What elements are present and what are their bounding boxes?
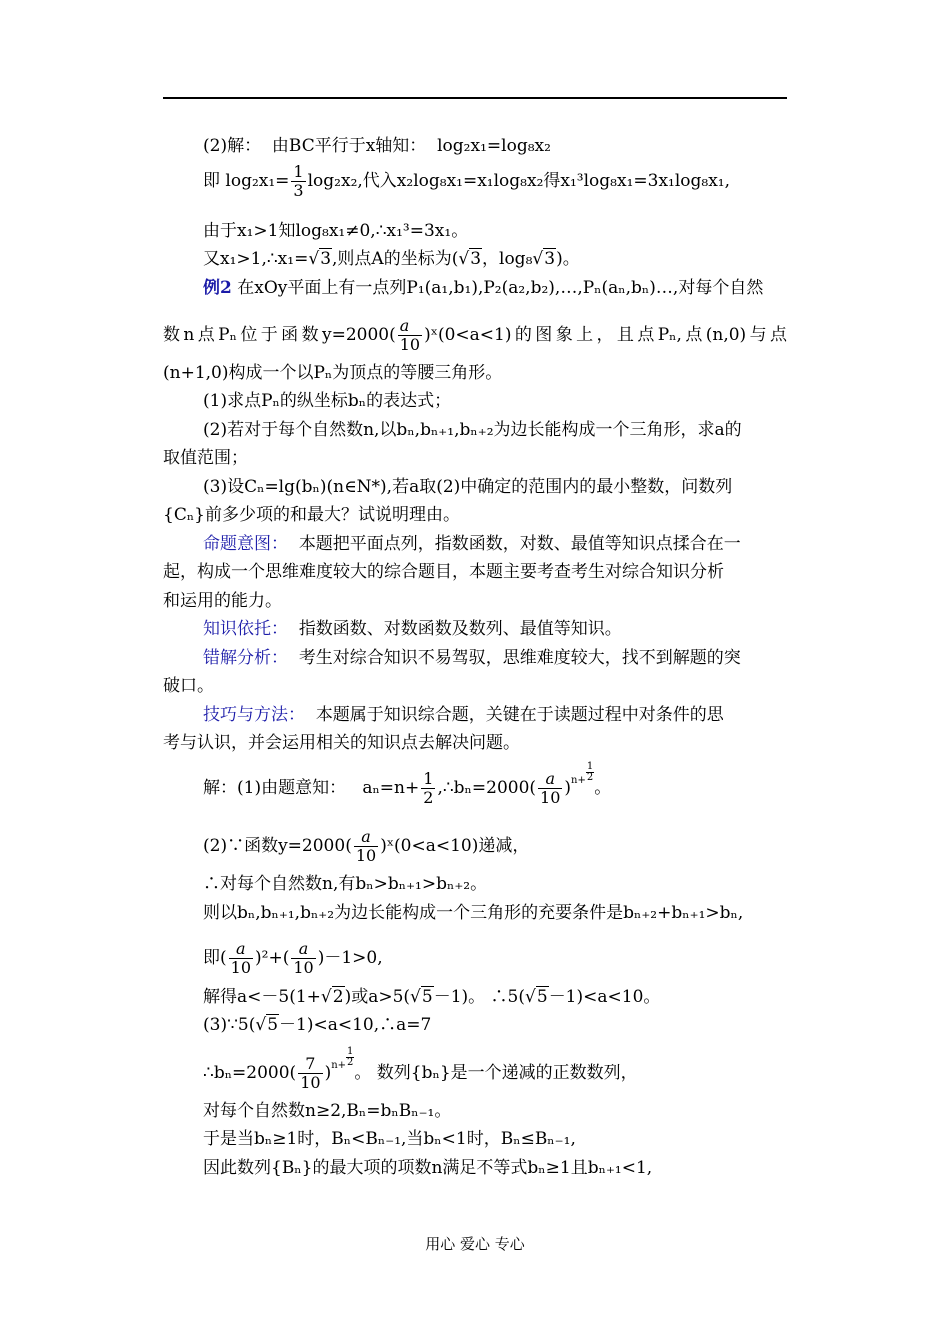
sol1-c: ,∴bₙ=2000( xyxy=(437,778,537,798)
log-c: x₂log₈x₁=x₁log₈x₂ xyxy=(396,171,544,191)
fraction-a-over-10 xyxy=(354,828,378,865)
denominator: 2 xyxy=(423,788,434,807)
fraction-a-over-10-b xyxy=(291,940,315,977)
solution-3-line-5: 因此数列{Bₙ}的最大项的项数n满足不等式bₙ≥1且bₙ₊₁<1, xyxy=(203,1158,653,1178)
basis-label: 知识依托： xyxy=(203,619,288,639)
sol2-e2: )²+( xyxy=(255,948,290,968)
example-text-1: 在xOy平面上有一点列P₁(a₁,b₁),P₂(a₂,b₂),…,Pₙ(aₙ,bₙ)…,对每个自然 xyxy=(237,278,764,298)
solution-3-line-4: 于是当bₙ≥1时，Bₙ<Bₙ₋₁,当bₙ<1时，Bₙ≤Bₙ₋₁, xyxy=(203,1129,576,1149)
numerator: a xyxy=(538,770,562,789)
solution-3-line-2 xyxy=(203,1046,638,1092)
root-symbol: √ xyxy=(532,249,544,269)
log-b: log₂x₂ xyxy=(307,171,358,191)
sol2-a: (2)∵函数y=2000( xyxy=(203,836,352,856)
line-l4: 由于x₁>1知log₈x₁≠0,∴x₁³=3x₁。 xyxy=(203,221,469,241)
solution-3-line-3: 对每个自然数n≥2,Bₙ=bₙBₙ₋₁。 xyxy=(203,1101,452,1121)
l5-text2: ,则点A的坐标为( xyxy=(332,249,459,269)
part2-heading: (2)解： xyxy=(203,136,262,156)
root-symbol: √ xyxy=(255,1015,267,1035)
basis-line xyxy=(203,618,622,640)
text-ji: 即 xyxy=(203,171,220,191)
sqrt-5-c xyxy=(255,1014,279,1036)
denominator: 2 xyxy=(586,772,594,783)
intent-label: 命题意图： xyxy=(203,534,288,554)
denominator: 10 xyxy=(399,335,421,354)
sol1-f: 。 xyxy=(594,778,612,798)
exponent-n-plus: n+ xyxy=(331,1060,347,1071)
error-text-1: 考生对综合知识不易驾驭，思维难度较大，找不到解题的突 xyxy=(298,648,741,668)
line-l5 xyxy=(203,248,580,270)
intent-line-3: 和运用的能力。 xyxy=(163,591,282,611)
fraction-a-over-10 xyxy=(538,770,562,807)
numerator: a xyxy=(291,940,315,959)
error-label: 错解分析： xyxy=(203,648,288,668)
sol2-f2: )或a>5( xyxy=(344,987,411,1007)
method-line-1 xyxy=(203,704,724,726)
solution-2-line-4 xyxy=(203,940,383,977)
sol1-b: aₙ=n+ xyxy=(362,778,420,798)
sqrt-3-c xyxy=(532,248,556,270)
denominator: 3 xyxy=(293,181,304,200)
fraction-a-over-10 xyxy=(229,940,253,977)
sol2-f3: －1)。 ∴5( xyxy=(433,987,526,1007)
method-label: 技巧与方法： xyxy=(203,705,305,725)
sqrt-5 xyxy=(410,986,434,1008)
log-a: log₂x₁= xyxy=(225,171,290,191)
solution-2-line-3: 则以bₙ,bₙ₊₁,bₙ₊₂为边长能构成一个三角形的充要条件是bₙ₊₂+bₙ₊₁>bₙ, xyxy=(203,903,744,923)
intent-line-1 xyxy=(203,533,741,555)
part2-intro: 由BC平行于x轴知： xyxy=(271,136,427,156)
page-footer: 用心 爱心 专心 xyxy=(425,1235,525,1253)
sol1-a: 解：(1)由题意知： xyxy=(203,778,347,798)
solution-1 xyxy=(203,761,612,807)
method-text-1: 本题属于知识综合题，关键在于读题过程中对条件的思 xyxy=(315,705,724,725)
solution-2-line-2: ∴对每个自然数n,有bₙ>bₙ₊₁>bₙ₊₂。 xyxy=(203,874,488,894)
line-part2-intro xyxy=(203,135,551,157)
question-2-line-1: (2)若对于每个自然数n,以bₙ,bₙ₊₁,bₙ₊₂为边长能构成一个三角形，求a的 xyxy=(203,420,742,440)
example-label: 例2 xyxy=(203,278,232,298)
sol3-a1: (3)∵5( xyxy=(203,1015,256,1035)
header-rule xyxy=(163,97,787,99)
numerator: a xyxy=(398,317,422,336)
line-example-2 xyxy=(163,317,787,354)
line-example-1 xyxy=(203,277,763,299)
line-example-3: (n+1,0)构成一个以Pₙ为顶点的等腰三角形。 xyxy=(163,363,503,383)
sqrt-5-b xyxy=(525,986,549,1008)
text-substitute: ,代入 xyxy=(357,171,397,191)
error-line-1 xyxy=(203,647,741,669)
root-symbol: √ xyxy=(320,987,332,1007)
question-3-line-1: (3)设Cₙ=lg(bₙ)(n∈N*),若a取(2)中确定的范围内的最小整数，问数列 xyxy=(203,477,733,497)
numerator: 7 xyxy=(298,1055,322,1074)
denominator: 10 xyxy=(300,1073,321,1092)
denominator: 10 xyxy=(293,958,314,977)
solution-3-line-1 xyxy=(203,1014,431,1036)
sol2-e1: 即( xyxy=(203,948,227,968)
l5-text4: )。 xyxy=(556,249,580,269)
example-text-2a: 数n点Pₙ位于函数y=2000( xyxy=(163,325,396,345)
fraction-7-over-10 xyxy=(298,1055,322,1092)
error-line-2: 破口。 xyxy=(163,676,214,696)
log-d: x₁³log₈x₁=3x₁log₈x₁, xyxy=(560,171,731,191)
denominator: 2 xyxy=(347,1057,354,1068)
sol2-f4: －1)<a<10。 xyxy=(548,987,661,1007)
sol3-a2: －1)<a<10,∴a=7 xyxy=(279,1015,432,1035)
intent-line-2: 起，构成一个思维难度较大的综合题目，本题主要考查考生对综合知识分析 xyxy=(163,562,724,582)
solution-2-line-1 xyxy=(203,828,529,865)
solution-2-line-5 xyxy=(203,986,660,1008)
log-equation: log₂x₁=log₈x₂ xyxy=(437,136,551,156)
exponent-half xyxy=(586,762,594,783)
sol3-b1: ∴bₙ=2000( xyxy=(203,1063,297,1083)
root-symbol: √ xyxy=(458,249,470,269)
numerator: 1 xyxy=(293,162,304,181)
sqrt-3 xyxy=(308,248,332,270)
root-symbol: √ xyxy=(525,987,536,1007)
radicand: 5 xyxy=(421,987,433,1007)
exponent-n-plus: n+ xyxy=(571,775,586,786)
l5-text1: 又x₁>1,∴x₁= xyxy=(203,249,309,269)
numerator: 1 xyxy=(586,761,594,772)
method-line-2: 考与认识，并会运用相关的知识点去解决问题。 xyxy=(163,733,520,753)
basis-text: 指数函数、对数函数及数列、最值等知识。 xyxy=(298,619,622,639)
radicand: 5 xyxy=(536,987,548,1007)
line-substitution xyxy=(203,163,730,200)
radicand: 3 xyxy=(544,249,556,269)
fraction-a-over-10 xyxy=(398,317,422,354)
sqrt-3-b xyxy=(458,248,482,270)
radicand: 3 xyxy=(320,249,332,269)
question-1: (1)求点Pₙ的纵坐标bₙ的表达式； xyxy=(203,391,452,411)
root-symbol: √ xyxy=(308,249,320,269)
question-2-line-2: 取值范围； xyxy=(163,448,248,468)
numerator: a xyxy=(229,940,253,959)
numerator: a xyxy=(354,828,378,847)
sqrt-2 xyxy=(321,986,345,1008)
text-get: 得 xyxy=(543,171,561,191)
fraction-one-third xyxy=(291,163,305,200)
question-3-line-2: {Cₙ}前多少项的和最大？试说明理由。 xyxy=(163,505,460,525)
numerator: 1 xyxy=(347,1046,354,1057)
sol3-b4: 。 数列{bₙ}是一个递减的正数数列， xyxy=(354,1063,638,1083)
sol2-f1: 解得a<－5(1+ xyxy=(203,987,321,1007)
radicand: 5 xyxy=(267,1015,279,1035)
intent-text-1: 本题把平面点列，指数函数，对数、最值等知识点揉合在一 xyxy=(298,534,741,554)
sol1-d: ) xyxy=(564,778,572,798)
denominator: 10 xyxy=(355,846,377,865)
sol2-e3: )－1>0, xyxy=(317,948,383,968)
numerator: 1 xyxy=(423,769,434,788)
denominator: 10 xyxy=(540,788,561,807)
radicand: 3 xyxy=(470,249,482,269)
fraction-half xyxy=(421,770,435,807)
sol3-b2: ) xyxy=(324,1063,332,1083)
root-symbol: √ xyxy=(410,987,421,1007)
denominator: 10 xyxy=(230,958,251,977)
sol2-b: )ˣ(0<a<10)递减， xyxy=(380,836,530,856)
example-text-2b: )ˣ(0<a<1)的图象上，且点Pₙ,点(n,0)与点 xyxy=(424,325,787,345)
radicand: 2 xyxy=(332,987,344,1007)
l5-text3: ，log₈ xyxy=(482,249,533,269)
